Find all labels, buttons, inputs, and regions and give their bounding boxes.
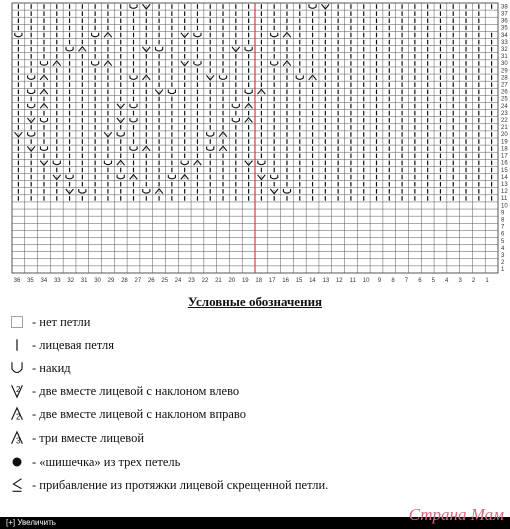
row-number: 3 [501,253,505,260]
row-number: 1 [501,267,505,274]
svg-text:2: 2 [106,34,109,39]
row-number: 23 [501,110,508,117]
svg-text:2: 2 [158,190,160,195]
svg-text:2: 2 [16,385,21,394]
legend-item-label: - две вместе лицевой с наклоном влево [32,383,240,398]
legend-item-label: - накид [32,360,71,375]
row-number: 22 [501,118,508,125]
row-number: 7 [501,224,505,231]
svg-text:2: 2 [81,48,84,53]
column-number: 34 [40,278,48,284]
row-number: 2 [501,260,505,267]
row-number: 19 [501,139,508,146]
column-number: 1 [485,278,489,284]
column-number: 22 [201,278,209,284]
legend-item-increase [6,475,328,495]
svg-text:3: 3 [16,436,21,446]
svg-text:2: 2 [247,105,250,110]
row-number: 32 [501,46,508,53]
row-number: 14 [501,174,508,181]
column-number: 7 [404,278,409,284]
legend-item-label: - три вместе лицевой [32,430,145,445]
k2tog-left-icon [6,381,28,401]
svg-text:2: 2 [222,133,224,138]
column-number: 29 [107,278,115,284]
legend-item-label: - две вместе лицевой с наклоном вправо [32,406,247,421]
legend-title: Условные обозначения [187,294,323,309]
svg-text:2: 2 [183,61,186,66]
legend-item-label: - нет петли [32,314,91,329]
yarnover-icon [6,358,28,378]
column-number: 2 [471,278,476,284]
column-number: 28 [121,278,128,284]
svg-text:2: 2 [30,118,32,123]
column-number: 15 [295,278,303,284]
svg-text:2: 2 [260,175,263,180]
row-number: 29 [501,68,508,75]
legend-item-empty [6,312,90,332]
row-number: 38 [501,4,508,11]
svg-text:2: 2 [324,4,327,9]
column-number: 12 [335,278,343,284]
watermark-logo: Страна Мам [408,505,504,524]
column-number: 14 [309,278,316,284]
column-number: 9 [377,278,382,284]
svg-text:2: 2 [106,62,109,67]
column-number: 21 [215,278,222,284]
svg-text:2: 2 [42,105,45,110]
svg-text:2: 2 [132,176,135,181]
row-number: 21 [501,125,508,132]
svg-text:2: 2 [311,76,314,81]
svg-text:2: 2 [42,76,45,81]
row-number: 34 [501,32,508,39]
row-number: 16 [501,160,508,167]
column-number: 31 [80,278,88,284]
row-number: 24 [501,103,508,110]
column-number: 27 [134,278,142,284]
legend-item-label: - лицевая петля [32,337,114,352]
row-number: 15 [501,167,508,174]
legend-item-k3tog [6,428,144,448]
svg-text:2: 2 [106,132,109,137]
svg-text:2: 2 [119,104,122,109]
column-number: 4 [445,278,449,284]
column-number: 11 [349,278,356,284]
svg-text:2: 2 [285,34,288,39]
legend-item-k2tog-right [6,404,246,424]
row-number: 25 [501,96,508,103]
svg-text:2: 2 [145,147,148,152]
zoom-button[interactable]: [+] Увеличить [6,518,56,527]
column-number: 33 [53,278,61,284]
row-number: 28 [501,75,508,82]
knit-icon [6,335,28,355]
row-number: 5 [501,238,505,245]
row-number: 18 [501,146,508,153]
row-number: 8 [501,217,505,224]
row-number: 17 [501,153,508,160]
svg-text:2: 2 [42,160,45,165]
svg-text:2: 2 [30,146,32,151]
column-number: 13 [322,278,330,284]
column-number: 36 [13,278,21,284]
row-number: 31 [501,54,508,61]
row-number: 36 [501,18,508,25]
svg-text:2: 2 [183,176,186,181]
row-number: 12 [501,189,508,196]
svg-text:2: 2 [247,160,250,165]
legend-item-label: - прибавление из протяжки лицевой скрещенной петли. [32,477,329,492]
k2tog-right-icon [6,404,28,424]
column-number: 5 [431,278,435,284]
svg-text:2: 2 [145,76,148,81]
column-number: 26 [147,278,155,284]
column-number: 3 [458,278,462,284]
row-number: 9 [501,210,505,217]
row-number: 10 [501,203,508,210]
svg-text:2: 2 [145,47,148,52]
row-number: 27 [501,82,508,89]
legend-item-bobble [6,452,180,472]
increase-icon [6,475,28,495]
column-number: 16 [282,278,289,284]
svg-text:2: 2 [119,162,122,166]
column-number: 6 [418,278,422,284]
row-number: 20 [501,132,508,139]
column-number: 17 [268,278,276,284]
column-number: 20 [228,278,236,284]
column-number: 23 [188,278,195,284]
svg-text:2: 2 [222,147,224,152]
column-number: 19 [241,278,249,284]
legend-item-yarnover [6,358,71,378]
svg-text:2: 2 [17,132,20,137]
svg-text:2: 2 [55,175,58,180]
legend-item-k2tog-left [6,381,239,401]
legend-item-knit [6,335,114,355]
svg-text:2: 2 [145,4,148,9]
svg-text:2: 2 [234,47,237,52]
svg-text:2: 2 [16,412,21,422]
svg-text:2: 2 [209,75,212,80]
row-number: 37 [501,11,508,18]
svg-text:2: 2 [285,62,288,67]
column-number: 25 [161,278,169,284]
column-number: 10 [362,278,370,284]
column-number: 8 [391,278,395,284]
column-number: 30 [94,278,101,284]
svg-text:2: 2 [260,90,263,95]
legend-item-label: - «шишечка» из трех петель [32,454,181,469]
svg-text:2: 2 [273,189,275,194]
k3tog-icon [6,428,28,448]
svg-text:2: 2 [42,90,45,95]
svg-text:2: 2 [119,118,122,123]
column-number: 32 [67,278,75,284]
column-number: 18 [255,278,263,284]
svg-text:2: 2 [196,162,199,166]
row-number: 35 [501,25,508,32]
empty-icon [6,312,28,332]
row-number: 33 [501,39,508,46]
svg-text:2: 2 [158,89,160,94]
row-number: 11 [501,196,508,203]
svg-text:2: 2 [247,119,250,124]
column-number: 24 [174,278,182,284]
row-number: 4 [501,245,505,252]
bobble-icon [6,452,28,472]
svg-text:2: 2 [68,189,71,194]
svg-text:2: 2 [183,32,186,37]
row-number: 13 [501,181,508,188]
svg-text:2: 2 [55,62,58,67]
row-number: 6 [501,231,505,238]
column-number: 35 [27,278,34,284]
row-number: 30 [501,61,508,68]
row-number: 26 [501,89,508,96]
